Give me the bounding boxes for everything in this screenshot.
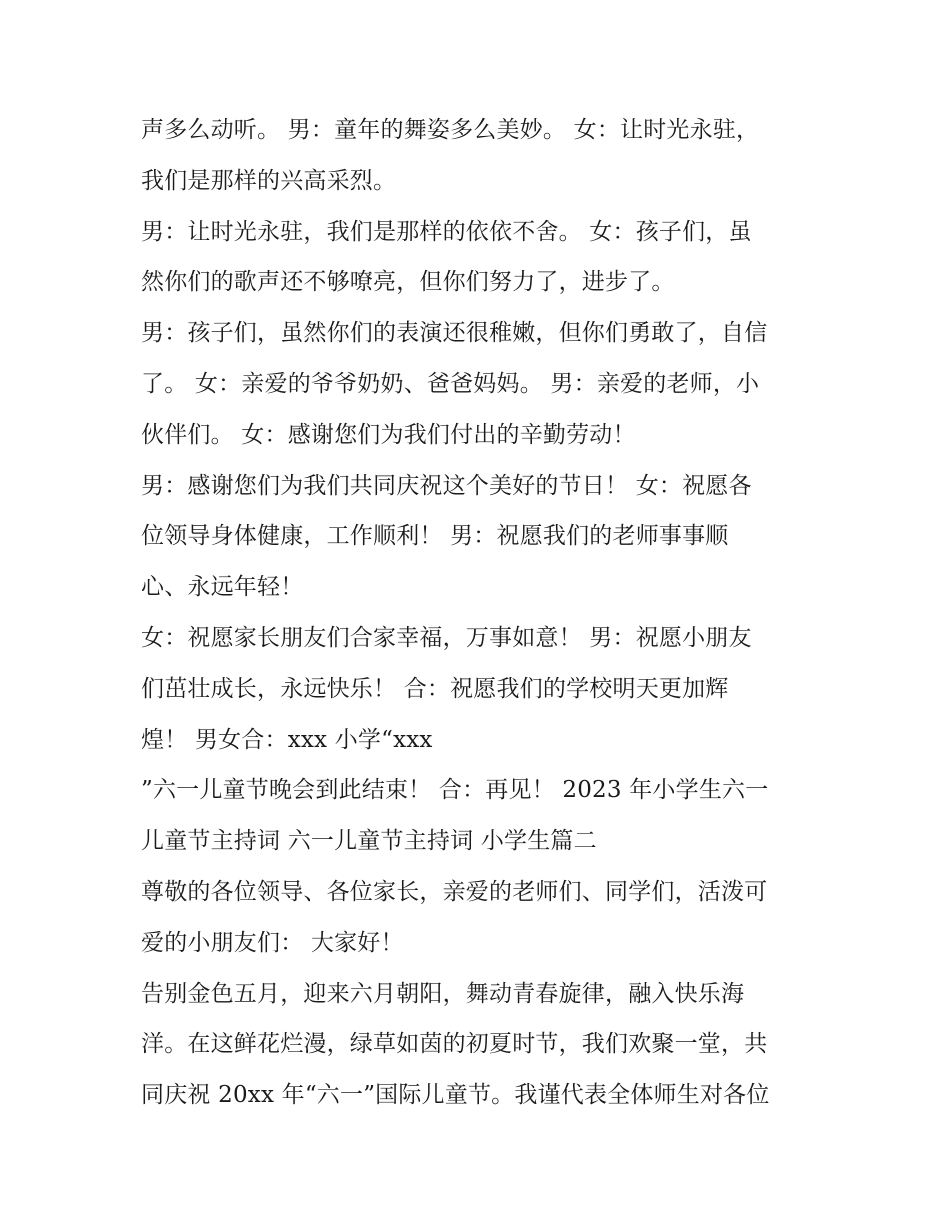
text-line: 儿童节主持词 六一儿童节主持词 小学生篇二 bbox=[141, 828, 597, 855]
text-line: 男：感谢您们为我们共同庆祝这个美好的节日！ 女：祝愿各 bbox=[141, 472, 752, 499]
text-line: 位领导身体健康，工作顺利！ 男：祝愿我们的老师事事顺 bbox=[141, 523, 729, 550]
text-line: ”六一儿童节晚会到此结束！ 合：再见！ 2023 年小学生六一 bbox=[141, 777, 769, 804]
text-line: 告别金色五月，迎来六月朝阳，舞动青春旋律，融入快乐海 bbox=[141, 980, 745, 1007]
text-line: 们茁壮成长，永远快乐！ 合：祝愿我们的学校明天更加辉 bbox=[141, 675, 729, 702]
text-line: 心、永远年轻！ bbox=[141, 574, 304, 601]
text-line: 同庆祝 20xx 年“六一”国际儿童节。我谨代表全体师生对各位 bbox=[141, 1082, 770, 1109]
text-line: 声多么动听。 男：童年的舞姿多么美妙。 女：让时光永驻， bbox=[141, 117, 760, 143]
text-line: 然你们的歌声还不够嘹亮，但你们努力了，进步了。 bbox=[141, 269, 675, 296]
text-line: 我们是那样的兴高采烈。 bbox=[141, 167, 397, 194]
text-line: 爱的小朋友们： 大家好！ bbox=[141, 929, 404, 956]
text-line: 男：让时光永驻，我们是那样的依依不舍。 女：孩子们，虽 bbox=[141, 218, 752, 245]
text-line: 尊敬的各位领导、各位家长，亲爱的老师们、同学们，活泼可 bbox=[141, 878, 768, 905]
text-line: 煌！ 男女合：xxx 小学“xxx bbox=[141, 726, 433, 753]
text-line: 男：孩子们，虽然你们的表演还很稚嫩，但你们勇敢了，自信 bbox=[141, 320, 768, 347]
text-line: 伙伴们。 女：感谢您们为我们付出的辛勤劳动！ bbox=[141, 421, 636, 448]
document-body bbox=[141, 105, 831, 1121]
text-line: 了。 女：亲爱的爷爷奶奶、爸爸妈妈。 男：亲爱的老师，小 bbox=[141, 370, 760, 397]
text-line: 洋。在这鲜花烂漫，绿草如茵的初夏时节，我们欢聚一堂，共 bbox=[141, 1031, 768, 1058]
text-line: 女：祝愿家长朋友们合家幸福，万事如意！ 男：祝愿小朋友 bbox=[141, 624, 752, 651]
